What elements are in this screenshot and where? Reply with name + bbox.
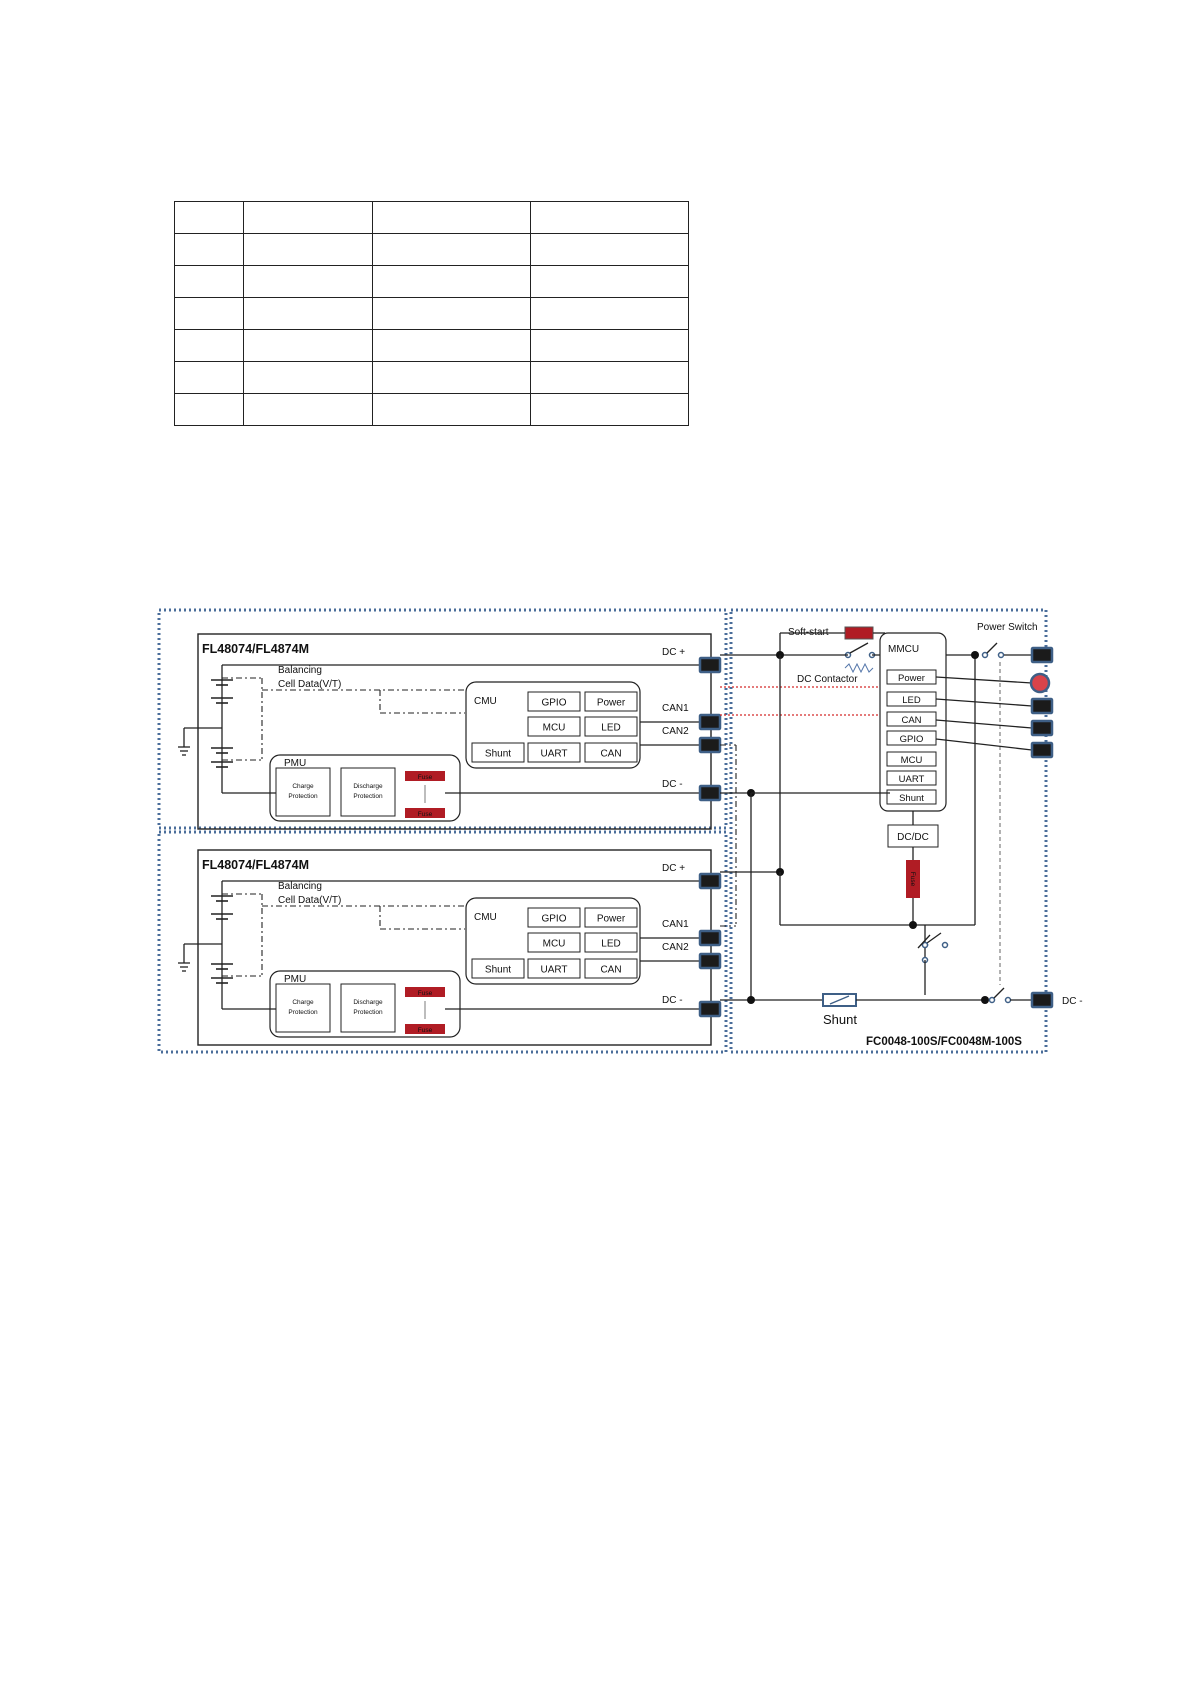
output-dc-minus-label: DC - <box>1062 996 1083 1007</box>
module-2-dc-plus-label: DC + <box>662 863 686 874</box>
module-2-dc-minus-label: DC - <box>662 995 683 1006</box>
module-1-can2-terminal <box>700 738 720 752</box>
module-1-discharge-label-2: Protection <box>353 793 383 800</box>
mmcu-block-power-label: Power <box>898 673 925 684</box>
contactor-coil <box>845 664 873 672</box>
module-1-can1-label: CAN1 <box>662 703 689 714</box>
power-switch-blade <box>987 643 997 653</box>
module-2-dc-minus-terminal <box>700 1002 720 1016</box>
output-terminal-1 <box>1032 721 1052 735</box>
module-1-cmu-led-label: LED <box>601 722 621 734</box>
table-cell <box>531 266 689 298</box>
mmcu-block-led-label: LED <box>902 695 921 706</box>
table-cell <box>373 394 531 426</box>
module-1-charge-label-2: Protection <box>288 793 318 800</box>
module-1-dc-minus-terminal <box>700 786 720 800</box>
module-1-can2-label: CAN2 <box>662 726 689 737</box>
mmcu-title: MMCU <box>888 644 920 655</box>
module-2-can2-label: CAN2 <box>662 942 689 953</box>
table-cell <box>244 266 373 298</box>
module-1-dc-minus-label: DC - <box>662 779 683 790</box>
table-cell <box>531 330 689 362</box>
junction-power-switch <box>971 651 979 659</box>
module-2-cell-data-label: Cell Data(V/T) <box>278 895 342 906</box>
mmcu-output-line-2 <box>936 739 1032 750</box>
module-1-cmu-can-label: CAN <box>600 748 622 760</box>
module-1-fuse-top-label: Fuse <box>417 774 433 781</box>
power-switch-contact-a <box>983 653 988 658</box>
table-row <box>175 266 689 298</box>
indicator-lamp <box>1031 674 1049 692</box>
table-cell <box>373 202 531 234</box>
spec-table <box>174 201 689 426</box>
module-2-discharge-label-2: Protection <box>353 1009 383 1016</box>
module-1-discharge-label-1: Discharge <box>353 783 383 790</box>
dcdc-block-label: DC/DC <box>897 832 929 843</box>
output-terminal-0 <box>1032 699 1052 713</box>
module-2-charge-label-1: Charge <box>292 999 314 1006</box>
junction-dc-minus-3 <box>981 996 989 1004</box>
table-cell <box>175 266 244 298</box>
module-1-cmu-gpio-label: GPIO <box>541 697 567 709</box>
table-cell <box>244 234 373 266</box>
dc-contactor-switch-blade <box>850 643 868 653</box>
dc-contactor-label: DC Contactor <box>797 674 858 685</box>
mmcu-block-can-label: CAN <box>901 715 922 726</box>
module-2-cmu-power-label: Power <box>596 913 626 925</box>
main-disconnect-contact-b <box>943 943 948 948</box>
soft-start-label: Soft-start <box>788 627 829 638</box>
module-1-cmu-power-label: Power <box>596 697 626 709</box>
table-row <box>175 298 689 330</box>
power-switch-contact-b <box>999 653 1004 658</box>
module-1-cmu-mcu-label: MCU <box>542 722 566 734</box>
table-cell <box>175 362 244 394</box>
table-row <box>175 234 689 266</box>
output-terminal-2 <box>1032 743 1052 757</box>
module-2-cmu-led-label: LED <box>601 938 621 950</box>
module-1-pmu-title: PMU <box>284 758 307 769</box>
module-1-can1-terminal <box>700 715 720 729</box>
module-2-pmu-title: PMU <box>284 974 307 985</box>
battery-system-diagram <box>150 600 1090 1060</box>
mmcu-block-uart-label: UART <box>898 774 925 785</box>
negative-switch-contact-b <box>1006 998 1011 1003</box>
table-cell <box>373 362 531 394</box>
mmcu-block-shunt-label: Shunt <box>899 793 924 804</box>
table-cell <box>531 202 689 234</box>
module-1-cmu-shunt-label: Shunt <box>484 748 512 760</box>
table-cell <box>373 330 531 362</box>
module-2-balancing-label: Balancing <box>278 881 322 892</box>
junction-fuse <box>909 921 917 929</box>
output-dc-minus-terminal <box>1032 993 1052 1007</box>
module-2-cmu-mcu-label: MCU <box>542 938 566 950</box>
table-cell <box>244 330 373 362</box>
table-row <box>175 362 689 394</box>
module-1-dc-plus-label: DC + <box>662 647 686 658</box>
module-2-title: FL48074/FL4874M <box>202 858 309 872</box>
table-cell <box>373 298 531 330</box>
negative-switch-contact-a <box>990 998 995 1003</box>
module-1-charge-label-1: Charge <box>292 783 314 790</box>
led-signal <box>936 677 1032 683</box>
module-1-cmu-uart-label: UART <box>540 748 568 760</box>
table-cell <box>373 266 531 298</box>
table-cell <box>531 234 689 266</box>
table-cell <box>175 234 244 266</box>
shunt-label: Shunt <box>823 1012 857 1027</box>
table-cell <box>244 362 373 394</box>
power-switch-label: Power Switch <box>977 622 1038 633</box>
module-2-can2-terminal <box>700 954 720 968</box>
table-cell <box>531 298 689 330</box>
module-1-dc-plus-terminal <box>700 658 720 672</box>
module-2-can1-terminal <box>700 931 720 945</box>
module-2-fuse-bottom-label: Fuse <box>417 1027 433 1034</box>
controller-title: FC0048-100S/FC0048M-100S <box>866 1036 1022 1048</box>
module-1-fuse-bottom-label: Fuse <box>417 811 433 818</box>
module-2-fuse-top-label: Fuse <box>417 990 433 997</box>
table-cell <box>244 298 373 330</box>
table-cell <box>175 298 244 330</box>
module-2-cmu-shunt-label: Shunt <box>484 964 512 976</box>
module-2-dc-plus-terminal <box>700 874 720 888</box>
table-row <box>175 202 689 234</box>
mmcu-output-line-0 <box>936 699 1032 706</box>
table-cell <box>244 394 373 426</box>
module-2-can1-label: CAN1 <box>662 919 689 930</box>
table-cell <box>531 362 689 394</box>
module-1-cmu-title: CMU <box>474 696 497 707</box>
module-2-cmu-uart-label: UART <box>540 964 568 976</box>
controller-fuse-label: Fuse <box>909 871 916 887</box>
table-row <box>175 394 689 426</box>
module-2-cmu-can-label: CAN <box>600 964 622 976</box>
table-cell <box>244 202 373 234</box>
table-cell <box>531 394 689 426</box>
table-cell <box>373 234 531 266</box>
module-2-discharge-label-1: Discharge <box>353 999 383 1006</box>
junction-dc-minus-2 <box>747 996 755 1004</box>
mmcu-output-line-1 <box>936 720 1032 728</box>
main-disconnect-blade <box>927 933 941 943</box>
module-2-charge-label-2: Protection <box>288 1009 318 1016</box>
table-cell <box>175 330 244 362</box>
module-1-cell-data-label: Cell Data(V/T) <box>278 679 342 690</box>
module-2-cmu-title: CMU <box>474 912 497 923</box>
mmcu-block-gpio-label: GPIO <box>899 734 924 745</box>
table-cell <box>175 202 244 234</box>
module-2-cmu-gpio-label: GPIO <box>541 913 567 925</box>
soft-start-resistor <box>845 627 873 639</box>
mmcu-block-mcu-label: MCU <box>900 755 923 766</box>
negative-switch-blade <box>994 988 1004 998</box>
output-dc-plus-terminal <box>1032 648 1052 662</box>
table-cell <box>175 394 244 426</box>
module-1-title: FL48074/FL4874M <box>202 642 309 656</box>
table-row <box>175 330 689 362</box>
module-1-balancing-label: Balancing <box>278 665 322 676</box>
